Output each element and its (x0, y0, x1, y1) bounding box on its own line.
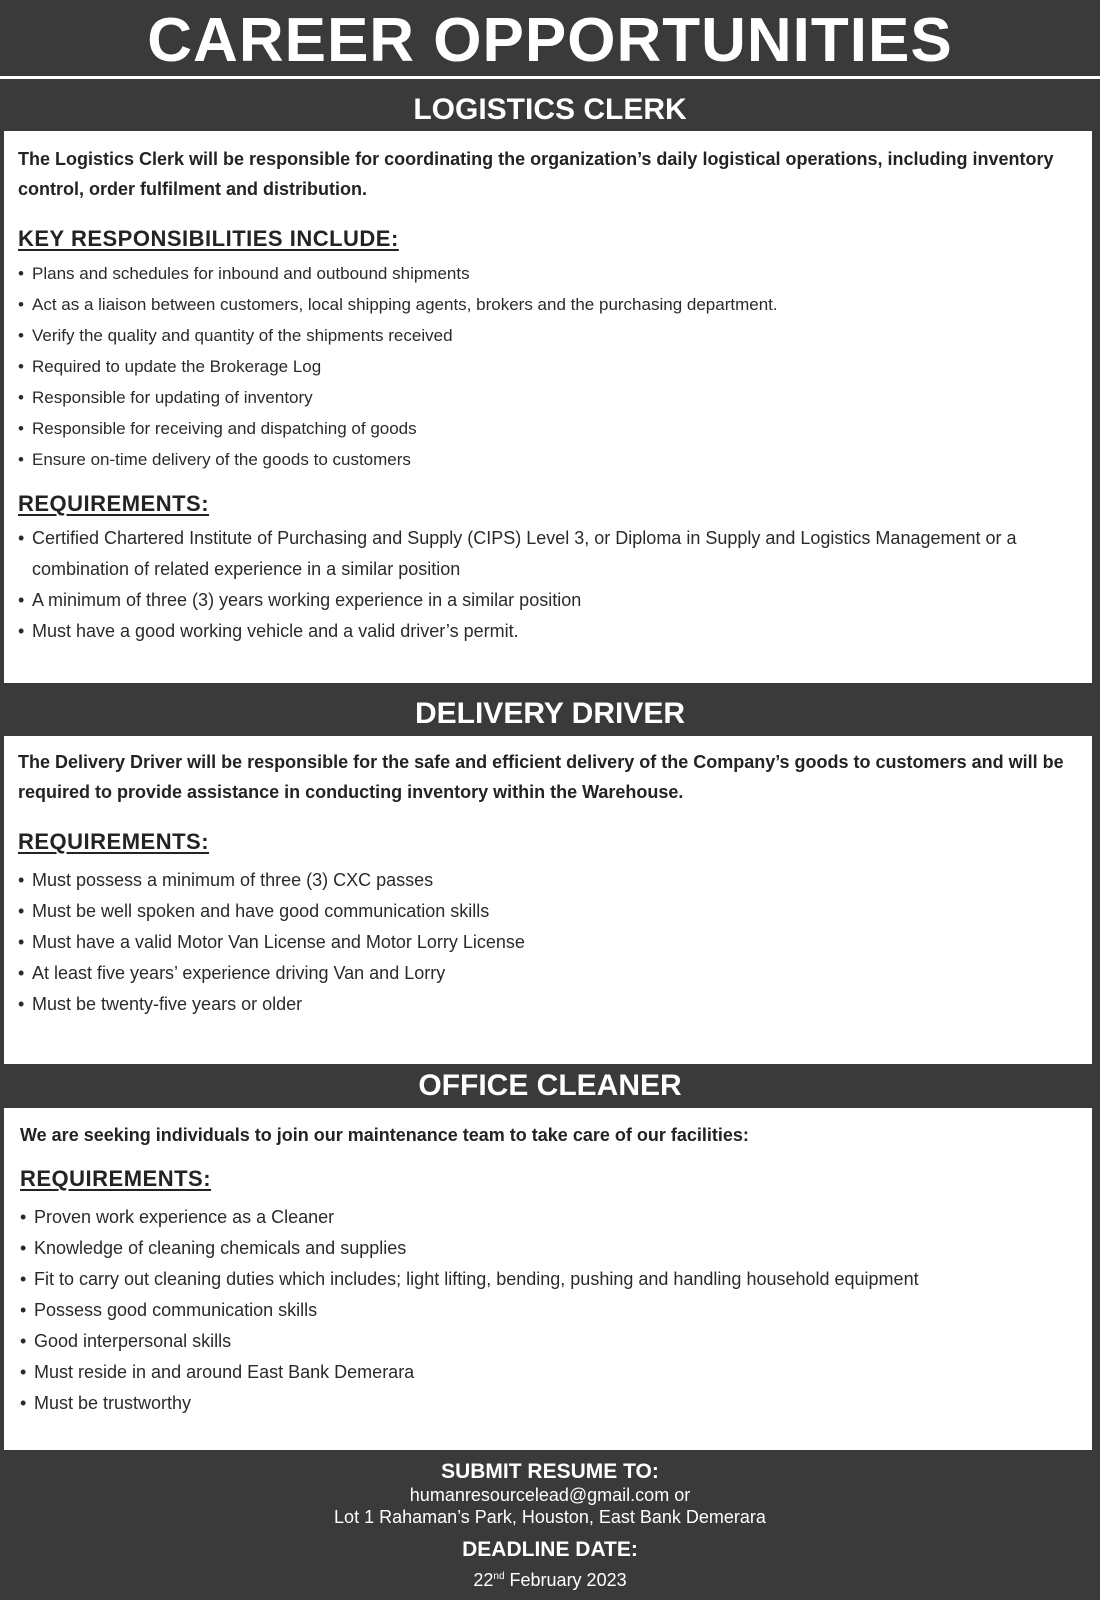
delivery-driver-intro: The Delivery Driver will be responsible for the safe and efficient delivery of the Company’s goods to customers and will be required to provide assistance in conducting inventory within the Warehouse. (18, 752, 1064, 802)
submit-resume-label: SUBMIT RESUME TO: (441, 1460, 659, 1483)
deadline-date (0, 1566, 1100, 1591)
list-item: • Responsible for updating of inventory (18, 382, 1078, 413)
logistics-responsibilities-list (18, 258, 1078, 475)
logistics-clerk-intro: The Logistics Clerk will be responsible for coordinating the organization’s daily logistical operations, including inventory control, order fulfilment and distribution. (18, 149, 1054, 199)
deadline-label: DEADLINE DATE: (462, 1538, 638, 1561)
contact-address: Lot 1 Rahaman’s Park, Houston, East Bank Demerara (334, 1507, 766, 1527)
list-item: • Certified Chartered Institute of Purchasing and Supply (CIPS) Level 3, or Diploma in Supply and Logistics Management or a combination of related experience in a similar position (18, 523, 1078, 585)
list-item: • Must possess a minimum of three (3) CXC passes (18, 865, 1078, 896)
driver-requirements-list (18, 865, 1078, 1020)
list-item: • Act as a liaison between customers, local shipping agents, brokers and the purchasing department. (18, 289, 1078, 320)
list-item: • Ensure on-time delivery of the goods to customers (18, 444, 1078, 475)
office-cleaner-title: OFFICE CLEANER (418, 1069, 682, 1102)
list-item: • At least five years’ experience driving Van and Lorry (18, 958, 1078, 989)
list-item: • A minimum of three (3) years working experience in a similar position (18, 585, 1078, 616)
list-item: • Plans and schedules for inbound and outbound shipments (18, 258, 1078, 289)
list-item: • Fit to carry out cleaning duties which includes; light lifting, bending, pushing and handling household equipment (20, 1264, 1078, 1295)
deadline-month-year: February 2023 (504, 1570, 627, 1590)
list-item: • Must be trustworthy (20, 1388, 1078, 1419)
deadline-suffix: nd (493, 1571, 505, 1582)
list-item: • Required to update the Brokerage Log (18, 351, 1078, 382)
list-item: • Must have a valid Motor Van License and Motor Lorry License (18, 927, 1078, 958)
office-cleaner-intro: We are seeking individuals to join our maintenance team to take care of our facilities: (20, 1125, 749, 1145)
list-item: • Good interpersonal skills (20, 1326, 1078, 1357)
delivery-driver-title: DELIVERY DRIVER (414, 697, 686, 730)
list-item: • Must reside in and around East Bank Demerara (20, 1357, 1078, 1388)
title-divider (0, 76, 1100, 79)
list-item: • Must be twenty-five years or older (18, 989, 1078, 1020)
logistics-responsibilities-heading: KEY RESPONSIBILITIES INCLUDE: (18, 226, 399, 251)
office-cleaner-panel (4, 1108, 1092, 1450)
list-item: • Knowledge of cleaning chemicals and supplies (20, 1233, 1078, 1264)
list-item: • Proven work experience as a Cleaner (20, 1202, 1078, 1233)
list-item: • Must be well spoken and have good communication skills (18, 896, 1078, 927)
list-item: • Responsible for receiving and dispatching of goods (18, 413, 1078, 444)
cleaner-requirements-list (20, 1202, 1078, 1419)
page-title: CAREER OPPORTUNITIES (147, 6, 953, 75)
list-item: • Possess good communication skills (20, 1295, 1078, 1326)
deadline-day: 22 (473, 1570, 494, 1590)
logistics-requirements-list (18, 523, 1078, 647)
logistics-clerk-title: LOGISTICS CLERK (413, 93, 687, 126)
list-item: • Verify the quality and quantity of the shipments received (18, 320, 1078, 351)
driver-requirements-heading: REQUIREMENTS: (18, 829, 210, 854)
delivery-driver-panel (4, 736, 1092, 1064)
contact-email: humanresourcelead@gmail.com or (409, 1485, 691, 1505)
cleaner-requirements-heading: REQUIREMENTS: (20, 1166, 212, 1191)
logistics-clerk-panel (4, 131, 1092, 683)
submission-footer (0, 1450, 1100, 1600)
list-item: • Must have a good working vehicle and a valid driver’s permit. (18, 616, 1078, 647)
logistics-requirements-heading: REQUIREMENTS: (18, 491, 210, 516)
